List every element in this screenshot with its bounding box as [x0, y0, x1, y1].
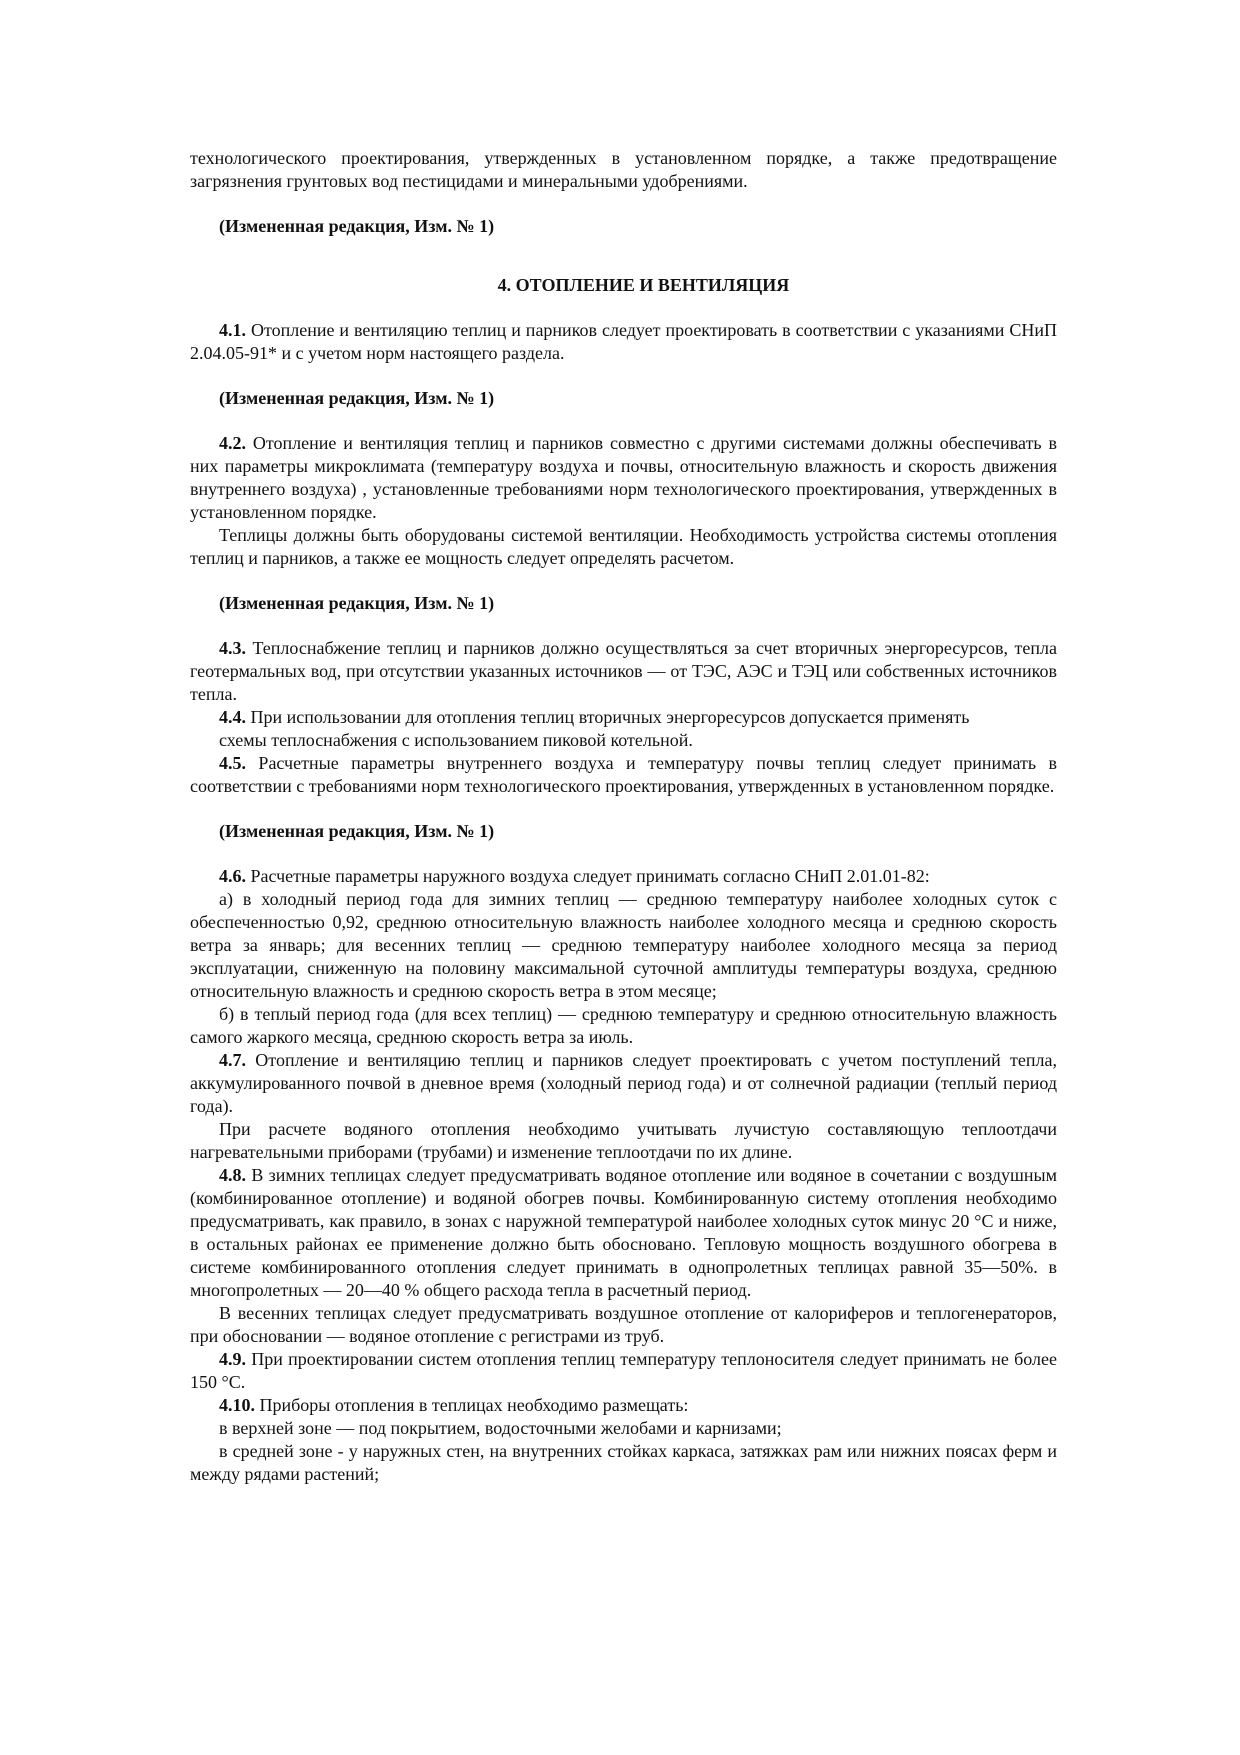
amendment-note: (Измененная редакция, Изм. № 1) [219, 821, 495, 841]
clause-number: 4.4. [219, 707, 246, 727]
section-title: 4. ОТОПЛЕНИЕ И ВЕНТИЛЯЦИЯ [497, 275, 790, 295]
clause-4-2-continuation: Теплицы должны быть оборудованы системой вентиляции. Необходимость устройства системы отопления теплиц и парников, а также ее мощность следует определять расчетом. [190, 525, 1057, 568]
clause-4-10-item-upper: в верхней зоне — под покрытием, водосточными желобами и карнизами; [219, 1418, 782, 1438]
clause-4-7 [190, 1049, 1057, 1118]
clause-4-5 [190, 752, 1057, 798]
clause-number: 4.10. [219, 1395, 255, 1415]
document-page [190, 147, 1057, 1486]
clause-4-6-item-a: а) в холодный период года для зимних теплиц — среднюю температуру наиболее холодных суток с обеспеченностью 0,92, среднюю относительную влажность наиболее холодного месяца и среднюю скорость ветра за январь; для весенних теплиц — среднюю температуру наиболее холодного месяца за период эксплуатации, сниженную на половину максимальной суточной амплитуды температуры воздуха, среднюю относительную влажность и среднюю скорость ветра в этом месяце; [190, 889, 1057, 1001]
clause-number: 4.8. [219, 1165, 246, 1185]
clause-text: Теплоснабжение теплиц и парников должно осуществляться за счет вторичных энергоресурсов, тепла геотермальных вод, при отсутствии указанных источников — от ТЭС, АЭС и ТЭЦ или собственных источников тепла. [190, 638, 1057, 704]
amendment-note: (Измененная редакция, Изм. № 1) [219, 388, 495, 408]
clause-text: Расчетные параметры внутреннего воздуха и температуру почвы теплиц следует принимать в соответствии с требованиями норм технологического проектирования, утвержденных в установленном порядке. [190, 753, 1057, 796]
clause-4-6-item-b: б) в теплый период года (для всех теплиц) — среднюю температуру и среднюю относительную влажность самого жаркого месяца, среднюю скорость ветра за июль. [190, 1004, 1057, 1047]
clause-number: 4.9. [219, 1349, 246, 1369]
clause-number: 4.3. [219, 638, 246, 658]
clause-4-1 [190, 319, 1057, 365]
clause-4-2 [190, 432, 1057, 524]
intro-paragraph: технологического проектирования, утвержденных в установленном порядке, а также предотвращение загрязнения грунтовых вод пестицидами и минеральными удобрениями. [190, 148, 1057, 191]
clause-text: Отопление и вентиляция теплиц и парников совместно с другими системами должны обеспечивать в них параметры микроклимата (температуру воздуха и почвы, относительную влажность и скорость движения внутреннего воздуха) , установленные требованиями норм технологического проектирования, утвержденных в установленном порядке. [190, 433, 1057, 522]
clause-text: В зимних теплицах следует предусматривать водяное отопление или водяное в сочетании с воздушным (комбинированное отопление) и водяной обогрев почвы. Комбинированную систему отопления необходимо предусматривать, как правило, в зонах с наружной температурой наиболее холодных суток минус 20 °С и ниже, в остальных районах ее применение должно быть обосновано. Тепловую мощность воздушного обогрева в системе комбинированного отопления следует принимать в однопролетных теплицах равной 35—50%. в многопролетных — 20—40 % общего расхода тепла в расчетный период. [190, 1165, 1057, 1300]
clause-4-7-continuation: При расчете водяного отопления необходимо учитывать лучистую составляющую теплоотдачи нагревательными приборами (трубами) и изменение теплоотдачи по их длине. [190, 1119, 1057, 1162]
clause-text: Отопление и вентиляцию теплиц и парников следует проектировать с учетом поступлений тепла, аккумулированного почвой в дневное время (холодный период года) и от солнечной радиации (теплый период года). [190, 1050, 1057, 1116]
clause-text: Расчетные параметры наружного воздуха следует принимать согласно СНиП 2.01.01-82: [246, 866, 930, 886]
clause-4-4 [190, 706, 1057, 729]
clause-4-10 [190, 1394, 1057, 1417]
clause-text: Отопление и вентиляцию теплиц и парников следует проектировать в соответствии с указаниями СНиП 2.04.05-91* и с учетом норм настоящего раздела. [190, 320, 1057, 363]
clause-4-9 [190, 1348, 1057, 1394]
clause-text: Приборы отопления в теплицах необходимо размещать: [255, 1395, 689, 1415]
clause-4-4-continuation: схемы теплоснабжения с использованием пиковой котельной. [219, 730, 693, 750]
clause-text: При использовании для отопления теплиц вторичных энергоресурсов допускается применять [246, 707, 970, 727]
clause-number: 4.2. [219, 433, 246, 453]
clause-number: 4.7. [219, 1050, 246, 1070]
clause-4-10-item-middle: в средней зоне - у наружных стен, на внутренних стойках каркаса, затяжках рам или нижних поясах ферм и между рядами растений; [190, 1441, 1057, 1484]
clause-4-3 [190, 637, 1057, 706]
clause-4-8-continuation: В весенних теплицах следует предусматривать воздушное отопление от калориферов и теплогенераторов, при обосновании — водяное отопление с регистрами из труб. [190, 1303, 1057, 1346]
clause-4-8 [190, 1164, 1057, 1302]
amendment-note: (Измененная редакция, Изм. № 1) [219, 593, 495, 613]
amendment-note: (Измененная редакция, Изм. № 1) [219, 216, 495, 236]
clause-number: 4.1. [219, 320, 246, 340]
clause-number: 4.5. [219, 753, 246, 773]
clause-number: 4.6. [219, 866, 246, 886]
clause-4-6 [190, 865, 1057, 888]
clause-text: При проектировании систем отопления теплиц температуру теплоносителя следует принимать не более 150 °С. [190, 1349, 1057, 1392]
